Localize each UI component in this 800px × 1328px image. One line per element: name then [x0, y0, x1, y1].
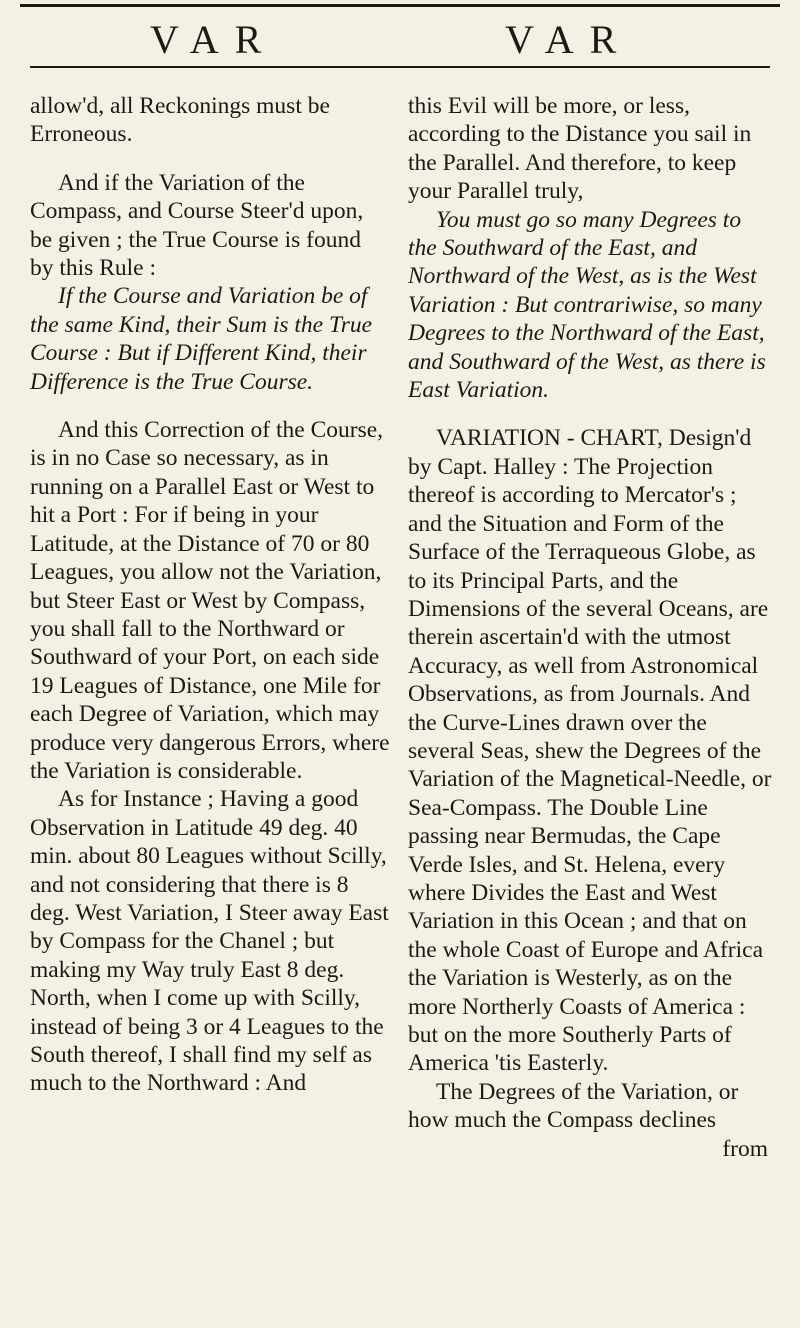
running-header: [0, 10, 800, 62]
paragraph: And this Correction of the Course, is in no Case so necessary, as in running on a Parallel East or West to hit a Port : For if being in your Latitude, at the Distance of 70 or 80 Leagues, you allow not the Variation, but Steer East or West by Compass, you shall fall to the Northward or Southward of your Port, on each side 19 Leagues of Distance, one Mile for each Degree of Variation, which may produce very dangerous Errors, where the Variation is considerable.: [30, 417, 390, 784]
top-border-rule: [20, 4, 780, 7]
header-rule: [30, 66, 770, 68]
paragraph: You must go so many Degrees to the Southward of the East, and Northward of the West, as is the West Variation : But contrariwise, so many Degrees to the Northward of the East, and Southward of the West, as there is East Variation.: [408, 206, 766, 404]
right-column: [408, 92, 774, 1163]
paragraph: As for Instance ; Having a good Observation in Latitude 49 deg. 40 min. about 80 Leagues without Scilly, and not considering that there is 8 deg. West Variation, I Steer away East by Compass for the Chanel ; but making my Way truly East 8 deg. North, when I come up with Scilly, instead of being 3 or 4 Leagues to the South thereof, I shall find my self as much to the Northward : And: [30, 786, 389, 1097]
left-column: [30, 92, 390, 1098]
rule-statement: If the Course and Variation be of the same Kind, their Sum is the True Course : But if Different Kind, their Difference is the True Course.: [30, 283, 373, 395]
left-running-title: VAR: [150, 17, 278, 62]
paragraph: The Degrees of the Variation, or how much the Compass declines: [408, 1078, 739, 1134]
catchword: from: [722, 1135, 768, 1162]
paragraph: allow'd, all Reckonings must be Erroneous.: [30, 93, 330, 148]
paragraph: VARIATION - CHART, Design'd by Capt. Halley : The Projection thereof is according to Mercator's ; and the Situation and Form of the Surface of the Terraqueous Globe, as to its Principal Parts, and the Dimensions of the several Oceans, are therein ascertain'd with the utmost Accuracy, as well from Astronomical Observations, as from Journals. And the Curve-Lines drawn over the several Seas, shew the Degrees of the Variation of the Magnetical-Needle, or Sea-Compass. The Double Line passing near Bermudas, the Cape Verde Isles, and St. Helena, every where Divides the East and West Variation in this Ocean ; and that on the whole Coast of Europe and Africa the Variation is Westerly, as on the more Northerly Coasts of America : but on the more Southerly Parts of America 'tis Easterly.: [408, 425, 772, 1077]
right-running-title: VAR: [505, 17, 633, 62]
paragraph: this Evil will be more, or less, according to the Distance you sail in the Parallel. And therefore, to keep your Parallel truly,: [408, 93, 752, 205]
paragraph: And if the Variation of the Compass, and Course Steer'd upon, be given ; the True Course is found by this Rule :: [30, 169, 364, 282]
